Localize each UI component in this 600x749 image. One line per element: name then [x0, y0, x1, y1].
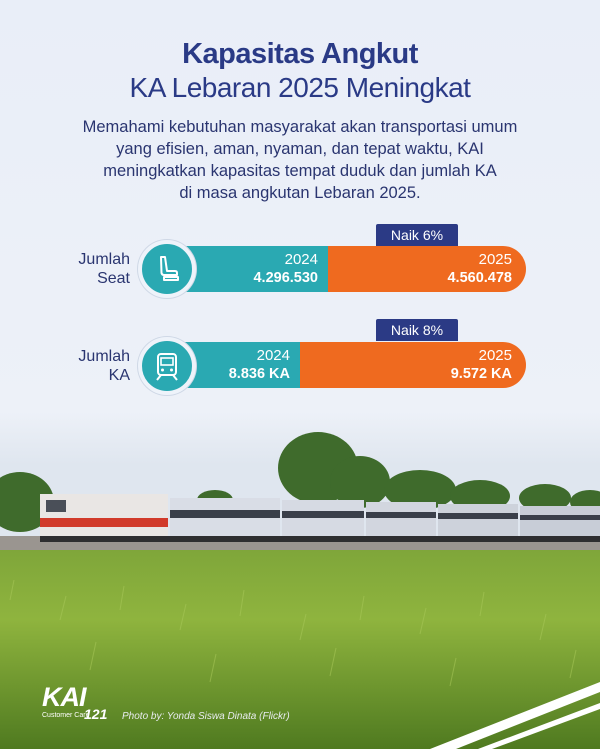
landscape-photo [0, 420, 600, 749]
photo-credit: Photo by: Yonda Siswa Dinata (Flickr) [122, 711, 290, 722]
intro-line: meningkatkan kapasitas tempat duduk dan jumlah KA [103, 162, 497, 180]
row-label-line: Seat [97, 270, 130, 287]
increase-badge-ka: Naik 8% [376, 319, 458, 341]
value-label: 8.836 KA [228, 366, 290, 382]
row-label-line: KA [108, 367, 130, 384]
logo-number: 121 [84, 706, 108, 722]
train-icon [138, 337, 196, 395]
row-label-seat [48, 250, 130, 288]
logo-text: KAI [42, 682, 86, 712]
comparison-bar-ka [150, 342, 526, 388]
row-label-line: Jumlah [78, 251, 130, 268]
intro-text [40, 116, 560, 204]
intro-line: Memahami kebutuhan masyarakat akan transportasi umum [82, 118, 518, 136]
increase-badge-seat: Naik 6% [376, 224, 458, 246]
title-line2: KA Lebaran 2025 Meningkat [129, 72, 471, 103]
value-label: 4.296.530 [253, 270, 318, 286]
comparison-bar-seat [150, 246, 526, 292]
bar-segment-2025 [300, 342, 526, 388]
logo-subtext: Customer Care [42, 712, 90, 719]
bar-segment-2025 [328, 246, 526, 292]
title-line1: Kapasitas Angkut [182, 38, 418, 70]
row-label-ka [48, 347, 130, 385]
value-label: 9.572 KA [450, 366, 512, 382]
train [40, 494, 600, 542]
seat-icon [138, 240, 196, 298]
intro-line: yang efisien, aman, nyaman, dan tepat waktu, KAI [116, 140, 484, 158]
intro-line: di masa angkutan Lebaran 2025. [179, 184, 421, 202]
year-label: 2025 [478, 347, 512, 364]
year-label: 2025 [478, 251, 512, 268]
row-label-line: Jumlah [78, 348, 130, 365]
year-label: 2024 [256, 347, 290, 364]
year-label: 2024 [284, 251, 318, 268]
kai-logo [42, 682, 108, 722]
value-label: 4.560.478 [447, 270, 512, 286]
